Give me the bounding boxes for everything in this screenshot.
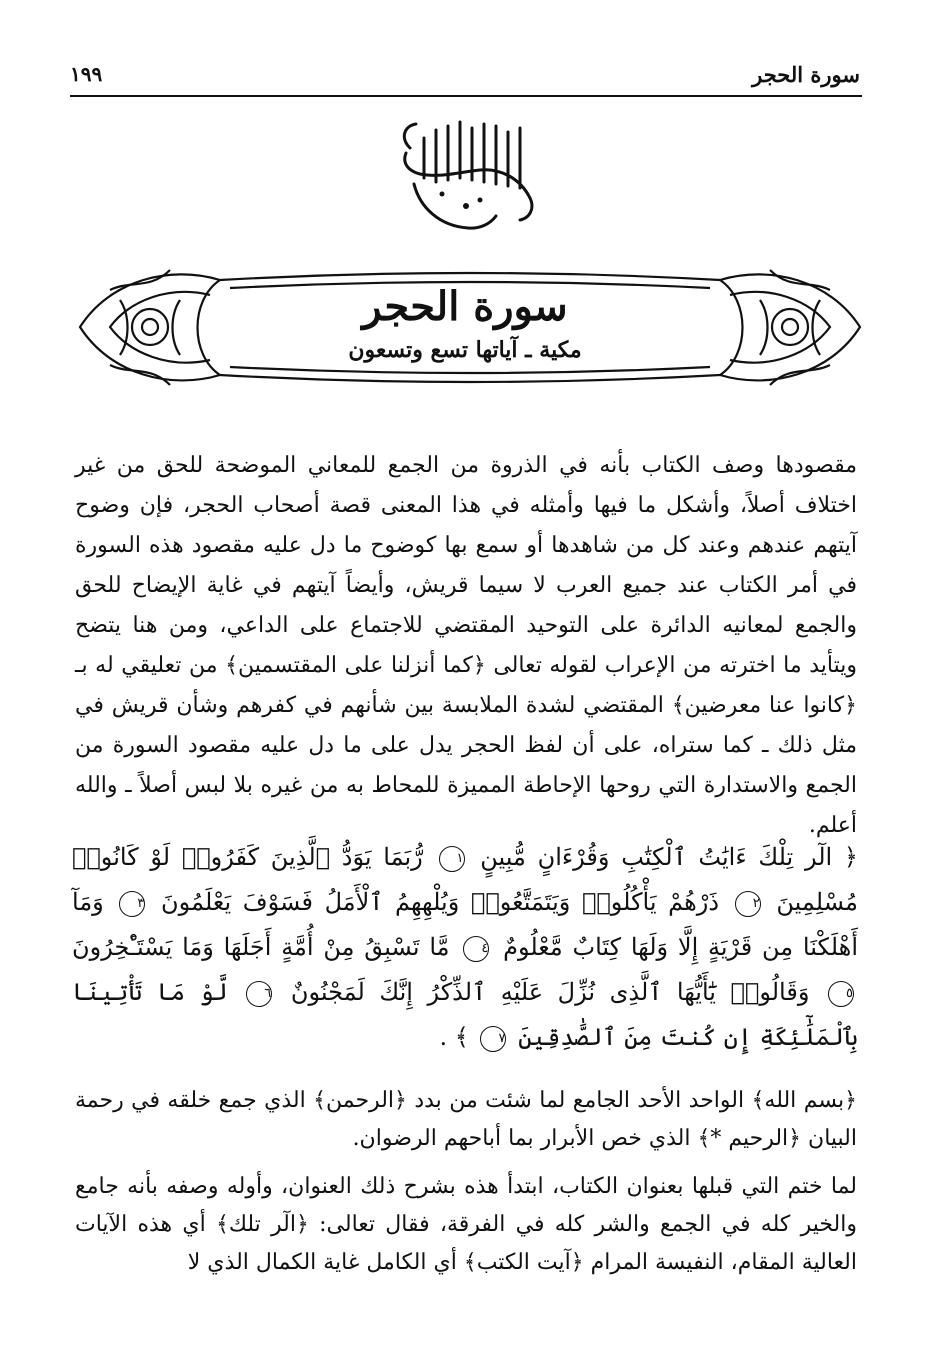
quran-verses — [72, 835, 858, 1060]
verse-number: ٤ — [463, 936, 489, 962]
header-rule — [70, 95, 862, 97]
commentary-paragraph: لما ختم التي قبلها بعنوان الكتاب، ابتدأ هذه بشرح ذلك العنوان، وأوله وصفه بأنه جامع والخير كله في الجمع والشر كله في الفرقة، فقال تعالى: ﴿الٓر تلك﴾ أي هذه الآيات العالية المقام، النفيسة المرام ﴿آيت الكتب﴾ أي الكامل غاية الكمال الذي لا — [75, 1174, 857, 1275]
verse-text: رُّبَمَا يَوَدُّ ٱلَّذِينَ كَفَرُوا۟ لَوْ كَانُوا۟ مُسْلِمِينَ — [72, 843, 858, 916]
verse-number: ٣ — [119, 891, 145, 917]
verse-end: ﴾ . — [439, 1023, 469, 1051]
page-header — [70, 62, 860, 92]
verse-text: ذَرْهُمْ يَأْكُلُوا۟ وَيَتَمَتَّعُوا۟ وَيُلْهِهِمُ ٱلْأَمَلُ فَسَوْفَ يَعْلَمُونَ — [161, 888, 720, 916]
verse-text: وَقَالُوا۟ يَٰٓأَيُّهَا ٱلَّذِى نُزِّلَ عَلَيْهِ ٱلذِّكْرُ إِنَّكَ لَمَجْنُونٌ — [290, 978, 810, 1006]
basmala-calligraphy-icon — [380, 108, 550, 236]
verse-number: ٢ — [735, 891, 761, 917]
verse-text: لَّوْ مَا تَأْتِينَا بِٱلْمَلَٰٓئِكَةِ إِن كُنتَ مِنَ ٱلصَّٰدِقِينَ — [72, 978, 858, 1051]
page-number: ١٩٩ — [70, 62, 103, 86]
surah-title: سورة الحجر — [362, 283, 568, 330]
basmala-commentary: ﴿بسم الله﴾ الواحد الأحد الجامع لما شئت من بدد ﴿الرحمن﴾ الذي جمع خلقه في رحمة البيان ﴿الرحيم *﴾ الذي خص الأبرار بما أباحهم الرضوان. — [75, 1088, 857, 1151]
verse-number: ٧ — [480, 1026, 506, 1052]
verse-number: ٥ — [828, 981, 854, 1007]
surah-subtitle: مكية ـ آياتها تسع وتسعون — [348, 337, 582, 363]
verse-text: مَّا تَسْبِقُ مِنْ أُمَّةٍ أَجَلَهَا وَمَا يَسْتَـْٔخِرُونَ — [72, 933, 450, 961]
verse-text: ﴿ الٓر تِلْكَ ءَايَٰتُ ٱلْكِتَٰبِ وَقُرْءَانٍ مُّبِينٍ — [480, 843, 858, 871]
verse-text: وَمَآ أَهْلَكْنَا مِن قَرْيَةٍ إِلَّا وَلَهَا كِتَابٌ مَّعْلُومٌ — [72, 888, 858, 961]
running-title: سورة الحجر — [752, 62, 860, 87]
basmala-calligraphy — [380, 108, 550, 236]
verse-number: ٦ — [246, 981, 272, 1007]
verse-number: ١ — [439, 846, 465, 872]
intro-paragraph: مقصودها وصف الكتاب بأنه في الذروة من الجمع للمعاني الموضحة للحق من غير اختلاف أصلاً، وأشكل ما فيها وأمثله في هذا المعنى قصة أصحاب الحجر، فإن وضوح آيتهم عندهم وعند كل من شاهدها أو سمع بها كوضوح ما دل عليه مقصود هذه السورة في أمر الكتاب عند جميع العرب لا سيما قريش، وأيضاً آيتهم في غاية الإيضاح للحق والجمع لمعانيه الدائرة على التوحيد المقتضي للاجتماع على الداعي، ومن هنا يتضح ويتأيد ما اخترته من الإعراب لقوله تعالى ﴿كما أنزلنا على المقتسمين﴾ من تعليقي له بـ ﴿كانوا عنا معرضين﴾ المقتضي لشدة الملابسة بين شأنهم في كفرهم وشأن قريش في مثل ذلك ـ كما ستراه، على أن لفظ الحجر يدل على ما دل عليه مقصود السورة من الجمع والاستدارة التي روحها الإحاطة المميزة للمحاط به من غيره بلا لبس أصلاً ـ والله أعلم. — [75, 453, 857, 838]
